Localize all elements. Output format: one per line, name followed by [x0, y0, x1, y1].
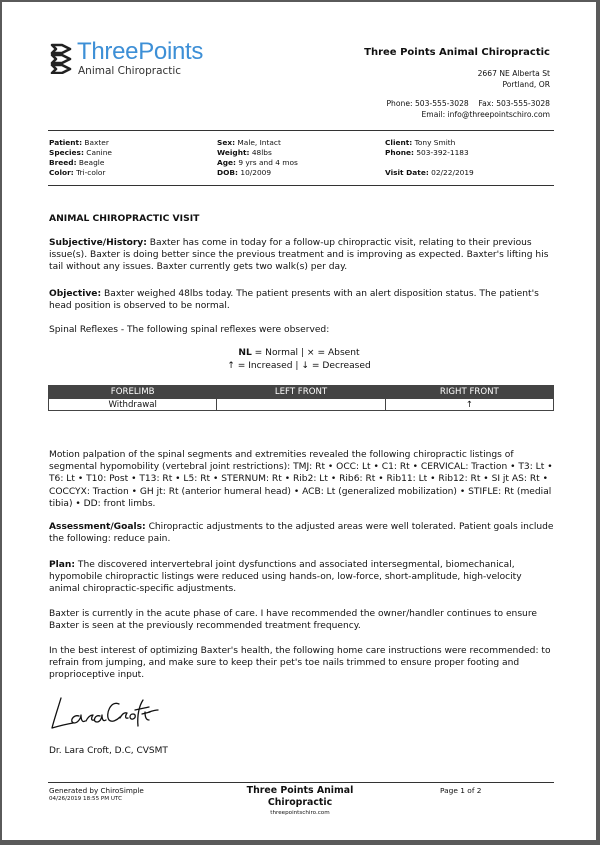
visit-date: 02/22/2019: [431, 168, 474, 177]
plan-paragraph: Plan: The discovered intervertebral joint dysfunctions and associated intersegmental, biomechanical, hypomobile chiropractic listings were reduced using hands-on, low-force, short-amplitude, high-velocity animal chiropractic-specific adjustments.: [49, 560, 522, 595]
objective-label: Objective:: [49, 289, 102, 299]
clinic-name: Three Points Animal Chiropractic: [364, 47, 550, 58]
reflex-legend-line-2: ↑ = Increased | ↓ = Decreased: [227, 361, 371, 371]
patient-weight: 48lbs: [251, 148, 272, 157]
acute-care-paragraph: Baxter is currently in the acute phase of care. I have recommended the owner/handler continues to ensure Baxter is seen at the previously recommended treatment frequency.: [49, 609, 537, 632]
table-header: RIGHT FRONT: [385, 386, 553, 399]
reflex-table: [48, 385, 554, 411]
subjective-paragraph: Subjective/History: Baxter has come in today for a follow-up chiropractic visit, relating to their previous issue(s). Baxter is doing better since the previous treatment and is improving as expected. Baxter's lifting his tail without any issues. Baxter currently gets two walk(s) per day.: [49, 238, 549, 273]
client-name: Tony Smith: [414, 138, 456, 147]
patient-dob: 10/2009: [240, 168, 272, 177]
patient-species: Canine: [86, 148, 112, 157]
header-divider: [48, 130, 554, 131]
footer-website: threepointschiro.com: [270, 810, 330, 816]
reflex-intro: Spinal Reflexes - The following spinal reflexes were observed:: [49, 325, 330, 335]
patient-breed: Beagle: [78, 158, 105, 167]
patient-age: 9 yrs and 4 mos: [238, 158, 298, 167]
patient-details-column: Sex: Male, Intact Weight: 48lbs Age: 9 yrs and 4 mos DOB: 10/2009: [217, 138, 298, 177]
document-page: [2, 2, 596, 840]
footer-divider: [48, 782, 554, 783]
plan-label: Plan:: [49, 560, 76, 570]
footer-clinic-name-2: Chiropractic: [267, 797, 333, 808]
logo-title: ThreePoints: [77, 38, 204, 65]
signature-image: [49, 690, 159, 736]
home-care-paragraph: In the best interest of optimizing Baxter's health, the following home care instructions were recommended: to refrain from jumping, and make sure to keep their pet's toe nails trimmed to ensure proper footing and proprioceptive input.: [49, 646, 551, 681]
patient-sex: Male, Intact: [237, 138, 281, 147]
page-number: Page 1 of 2: [440, 786, 482, 795]
client-info-column: Client: Tony Smith Phone: 503-392-1183 Visit Date: 02/22/2019: [385, 138, 474, 177]
logo-subtitle: Animal Chiropractic: [78, 65, 182, 77]
footer-clinic-name-1: Three Points Animal: [246, 785, 354, 796]
address-line-2: Portland, OR: [502, 80, 550, 89]
subjective-label: Subjective/History:: [49, 238, 147, 248]
patient-name: Baxter: [84, 138, 109, 147]
table-cell: Withdrawal: [49, 399, 217, 411]
generated-timestamp: 04/26/2019 18:55 PM UTC: [49, 796, 122, 802]
objective-paragraph: Objective: Baxter weighed 48lbs today. The patient presents with an alert disposition status. The patient's head position is observed to be normal.: [49, 289, 539, 312]
footer-generated: [49, 786, 144, 802]
doctor-name: Dr. Lara Croft, D.C, CVSMT: [49, 746, 168, 756]
email-line: Email: info@threepointschiro.com: [421, 110, 550, 119]
motion-palpation-paragraph: Motion palpation of the spinal segments and extremities revealed the following chiropractic listings of segmental hypomobility (vertebral joint restrictions): TMJ: Rt • OCC: Lt • C1: Rt • CERVICAL: Traction • T3: Lt • T6: Lt • T10: Post • T13: Rt • L5: Rt • STERNUM: Rt • Rib2: Lt • Rib6: Rt • Rib11: Lt • Rib12: Rt • SI jt AS: Rt • COCCYX: Traction • GH jt: Rt (anterior humeral head) • ACB: Lt (generalized mobilization) • STIFLE: Rt (medial tibia) • DD: front limbs.: [49, 450, 553, 509]
visit-title: ANIMAL CHIROPRACTIC VISIT: [49, 213, 200, 224]
table-cell: ↑: [385, 399, 553, 411]
info-divider: [48, 185, 554, 186]
three-points-logo-icon: [50, 42, 74, 74]
table-header: LEFT FRONT: [217, 386, 385, 399]
assessment-paragraph: Assessment/Goals: Chiropractic adjustments to the adjusted areas were well tolerated. Patient goals include the following: reduce pain.: [49, 522, 554, 545]
address-line-1: 2667 NE Alberta St: [477, 69, 550, 78]
table-header: FORELIMB: [49, 386, 217, 399]
phone-fax-line: Phone: 503-555-3028 Fax: 503-555-3028: [386, 99, 550, 108]
table-cell: [217, 399, 385, 411]
patient-info-column: Patient: Baxter Species: Canine Breed: Beagle Color: Tri-color: [49, 138, 112, 177]
patient-color: Tri-color: [76, 168, 106, 177]
reflex-legend-line-1: NL = Normal | × = Absent: [238, 348, 360, 358]
footer-clinic: [202, 785, 398, 817]
table-row: [49, 399, 554, 411]
generated-by: Generated by ChiroSimple: [49, 786, 144, 795]
client-phone: 503-392-1183: [416, 148, 469, 157]
clinic-logo: [50, 38, 230, 84]
assessment-label: Assessment/Goals:: [49, 522, 146, 532]
